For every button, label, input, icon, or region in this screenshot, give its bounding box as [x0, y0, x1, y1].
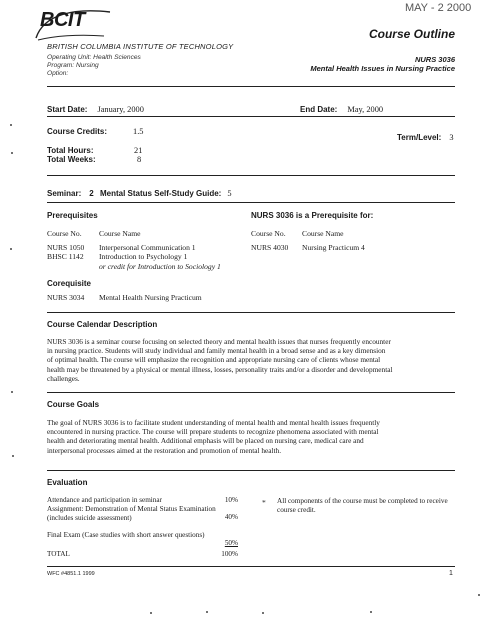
goals-line-1: The goal of NURS 3036 is to facilitate student understanding of mental health and mental health issues frequently: [47, 418, 380, 427]
goals-line-3: health and deteriorating mental health. Additional emphasis will be placed on nursing care, medical care and: [47, 436, 364, 446]
total-weeks-value: 8: [137, 155, 142, 164]
prerequisites-heading: Prerequisites: [47, 211, 98, 220]
scan-speck: [11, 152, 13, 154]
operating-unit: Operating Unit: Health Sciences: [47, 54, 141, 61]
scan-speck: [370, 611, 372, 613]
divider: [47, 312, 455, 313]
total-hours-label: Total Hours:: [47, 146, 94, 155]
start-date: [47, 99, 144, 117]
prereq-for-heading: NURS 3036 is a Prerequisite for:: [251, 211, 374, 220]
start-date-value: January, 2000: [97, 105, 144, 114]
course-credits-label: Course Credits:: [47, 127, 108, 136]
calendar-description-heading: Course Calendar Description: [47, 320, 158, 329]
prereq-row-3-name: or credit for Introduction to Sociology 1: [99, 262, 221, 271]
scan-speck: [10, 248, 12, 250]
option-label: Option:: [47, 70, 69, 77]
prereq-col-course-name: Course Name: [99, 229, 141, 238]
divider: [47, 202, 455, 203]
prereq-row-2-name: Introduction to Psychology 1: [99, 252, 188, 261]
scan-speck: [262, 612, 264, 614]
term-level: [397, 127, 454, 145]
eval-item-2-label: Assignment: Demonstration of Mental Status Examination (includes suicide assessment): [47, 505, 216, 522]
calendar-description-text: [47, 337, 455, 383]
divider: [47, 392, 455, 393]
eval-item-3-pct: 50%: [224, 539, 238, 547]
prereq-row-2-no: BHSC 1142: [47, 252, 84, 261]
eval-note: All components of the course must be completed to receive course credit.: [277, 497, 448, 514]
self-study-guide-value: 5: [227, 189, 232, 198]
prereq-for-row-1-no: NURS 4030: [251, 243, 289, 252]
prereq-for-row-1-name: Nursing Practicum 4: [302, 243, 365, 252]
seminar-label: Seminar:: [47, 189, 82, 198]
eval-note-bullet: *: [262, 498, 266, 507]
term-level-value: 3: [449, 133, 454, 142]
scan-speck: [478, 594, 480, 596]
total-weeks-label: Total Weeks:: [47, 155, 96, 164]
seminar: [47, 183, 94, 201]
institution-name: BRITISH COLUMBIA INSTITUTE OF TECHNOLOGY: [47, 42, 234, 51]
program-name: Program: Nursing: [47, 62, 99, 69]
course-title: Mental Health Issues in Nursing Practice: [310, 64, 455, 73]
eval-total-label: TOTAL: [47, 550, 70, 558]
end-date-value: May, 2000: [347, 105, 384, 114]
scan-speck: [150, 612, 152, 614]
calendar-line-4: health may be threatened by a physical or mental illness, losses, personality traits and/or a disorder and developmental: [47, 364, 393, 374]
divider: [47, 175, 455, 176]
end-date: [300, 99, 383, 117]
eval-item-3-label: Final Exam (Case studies with short answer questions): [47, 531, 205, 539]
scan-speck: [10, 124, 12, 126]
calendar-line-3: of optimal health. The course will emphasize the recognition and appropriate nursing care of clients whose mental: [47, 355, 381, 365]
divider: [47, 470, 455, 471]
course-credits-value: 1.5: [133, 127, 144, 136]
prereq-col-course-no: Course No.: [47, 229, 82, 238]
course-goals-text: [47, 418, 455, 455]
course-goals-heading: Course Goals: [47, 400, 100, 409]
goals-line-4: interpersonal processes aimed at the restoration and promotion of mental health.: [47, 445, 282, 455]
scan-speck: [206, 611, 208, 613]
corequisite-name: Mental Health Nursing Practicum: [99, 293, 202, 302]
bcit-logo: BCIT: [40, 9, 85, 31]
end-date-label: End Date:: [300, 105, 338, 114]
prereq-for-col-course-no: Course No.: [251, 229, 286, 238]
prereq-row-1-name: Interpersonal Communication 1: [99, 243, 196, 252]
eval-item-1-pct: 10%: [224, 496, 238, 504]
scan-speck: [11, 391, 13, 393]
corequisite-no: NURS 3034: [47, 293, 85, 302]
divider: [47, 566, 455, 567]
eval-item-1-label: Attendance and participation in seminar: [47, 496, 162, 504]
start-date-label: Start Date:: [47, 105, 88, 114]
self-study-guide: [100, 183, 232, 201]
divider: [47, 86, 455, 87]
course-code: NURS 3036: [414, 55, 455, 64]
scan-speck: [12, 455, 14, 457]
seminar-value: 2: [89, 189, 94, 198]
corequisite-heading: Corequisite: [47, 279, 92, 288]
prereq-for-col-course-name: Course Name: [302, 229, 344, 238]
term-level-label: Term/Level:: [397, 133, 442, 142]
goals-line-2: encountered in nursing practice. The course will prepare students to recognize phenomena associated with mental: [47, 427, 379, 437]
received-date-stamp: MAY - 2 2000: [405, 2, 472, 14]
eval-item-2-pct: 40%: [224, 513, 238, 521]
form-code: WFC #4851.1 1999: [47, 571, 95, 577]
self-study-guide-label: Mental Status Self-Study Guide:: [100, 189, 222, 198]
calendar-line-1: NURS 3036 is a seminar course focusing on selected theory and mental health issues that nurses frequently encounter: [47, 337, 391, 346]
eval-total-pct: 100%: [221, 550, 238, 558]
calendar-line-2: in nursing practice. Students will study individual and family mental health in a broad sense and as a key dimension: [47, 346, 386, 356]
total-hours-value: 21: [134, 146, 143, 155]
prereq-row-1-no: NURS 1050: [47, 243, 85, 252]
calendar-line-5: challenges.: [47, 373, 80, 383]
page-number: 1: [449, 570, 453, 577]
evaluation-heading: Evaluation: [47, 478, 88, 487]
document-type-title: Course Outline: [368, 27, 455, 41]
divider: [47, 116, 455, 117]
